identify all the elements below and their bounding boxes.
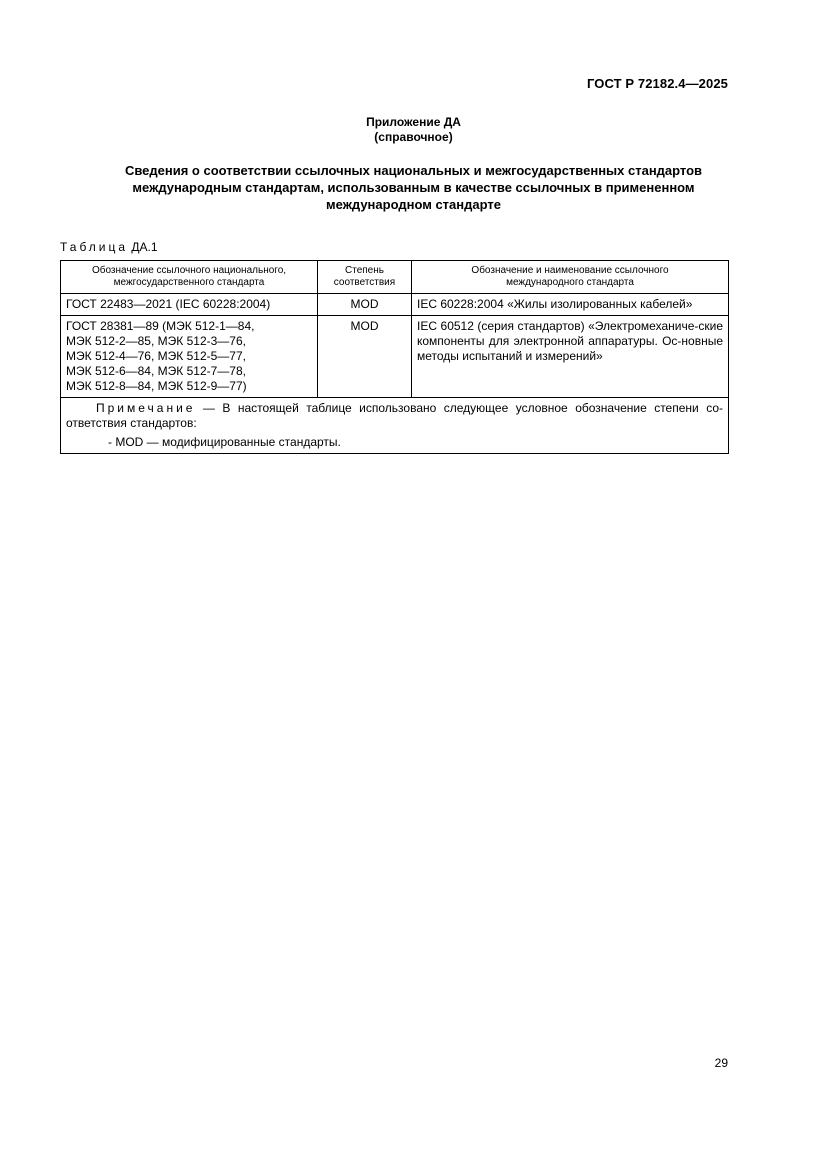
header-degree: Степень соответствия <box>318 261 412 294</box>
table-row <box>61 294 729 316</box>
table-caption-label: Таблица <box>60 240 129 254</box>
appendix-heading <box>0 115 827 145</box>
page-number: 29 <box>714 1056 728 1070</box>
note-text: — В настоящей таблице использовано следующее условное обозначение степени со-ответствия стандартов: <box>66 401 723 430</box>
table-row <box>61 316 729 398</box>
cell-national-standard: ГОСТ 28381—89 (МЭК 512-1—84, МЭК 512-2—85, МЭК 512-3—76, МЭК 512-4—76, МЭК 512-5—77, МЭК 512-6—84, МЭК 512-7—78, МЭК 512-8—84, МЭК 512-9—77) <box>61 316 318 398</box>
table-note <box>61 398 729 454</box>
section-title-line: международном стандарте <box>326 197 501 212</box>
note-label: Примечание <box>96 401 196 415</box>
cell-international-standard: IEC 60512 (серия стандартов) «Электромеханиче-ские компоненты для электронной аппаратуры. Ос-новные методы испытаний и измерений» <box>412 316 729 398</box>
cell-national-standard: ГОСТ 22483—2021 (IEC 60228:2004) <box>61 294 318 316</box>
header-national-standard: Обозначение ссылочного национального, межгосударственного стандарта <box>61 261 318 294</box>
table-caption-number: ДА.1 <box>131 240 158 254</box>
header-international-standard: Обозначение и наименование ссылочного международного стандарта <box>412 261 729 294</box>
section-title-line: международным стандартам, использованным в качестве ссылочных в примененном <box>132 180 695 195</box>
document-code: ГОСТ Р 72182.4—2025 <box>586 76 728 91</box>
table-header-row <box>61 261 729 294</box>
cell-degree: MOD <box>318 294 412 316</box>
note-list-item: - MOD — модифицированные стандарты. <box>108 435 341 449</box>
appendix-subtitle: (справочное) <box>374 130 453 144</box>
note-paragraph <box>66 401 723 431</box>
section-title-line: Сведения о соответствии ссылочных национальных и межгосударственных стандартов <box>124 163 703 178</box>
table-note-row <box>61 398 729 454</box>
table-caption <box>60 240 158 254</box>
section-title <box>60 162 767 213</box>
cell-international-standard: IEC 60228:2004 «Жилы изолированных кабелей» <box>412 294 729 316</box>
cell-degree: MOD <box>318 316 412 398</box>
appendix-title: Приложение ДА <box>366 115 461 129</box>
standards-table <box>60 260 729 454</box>
